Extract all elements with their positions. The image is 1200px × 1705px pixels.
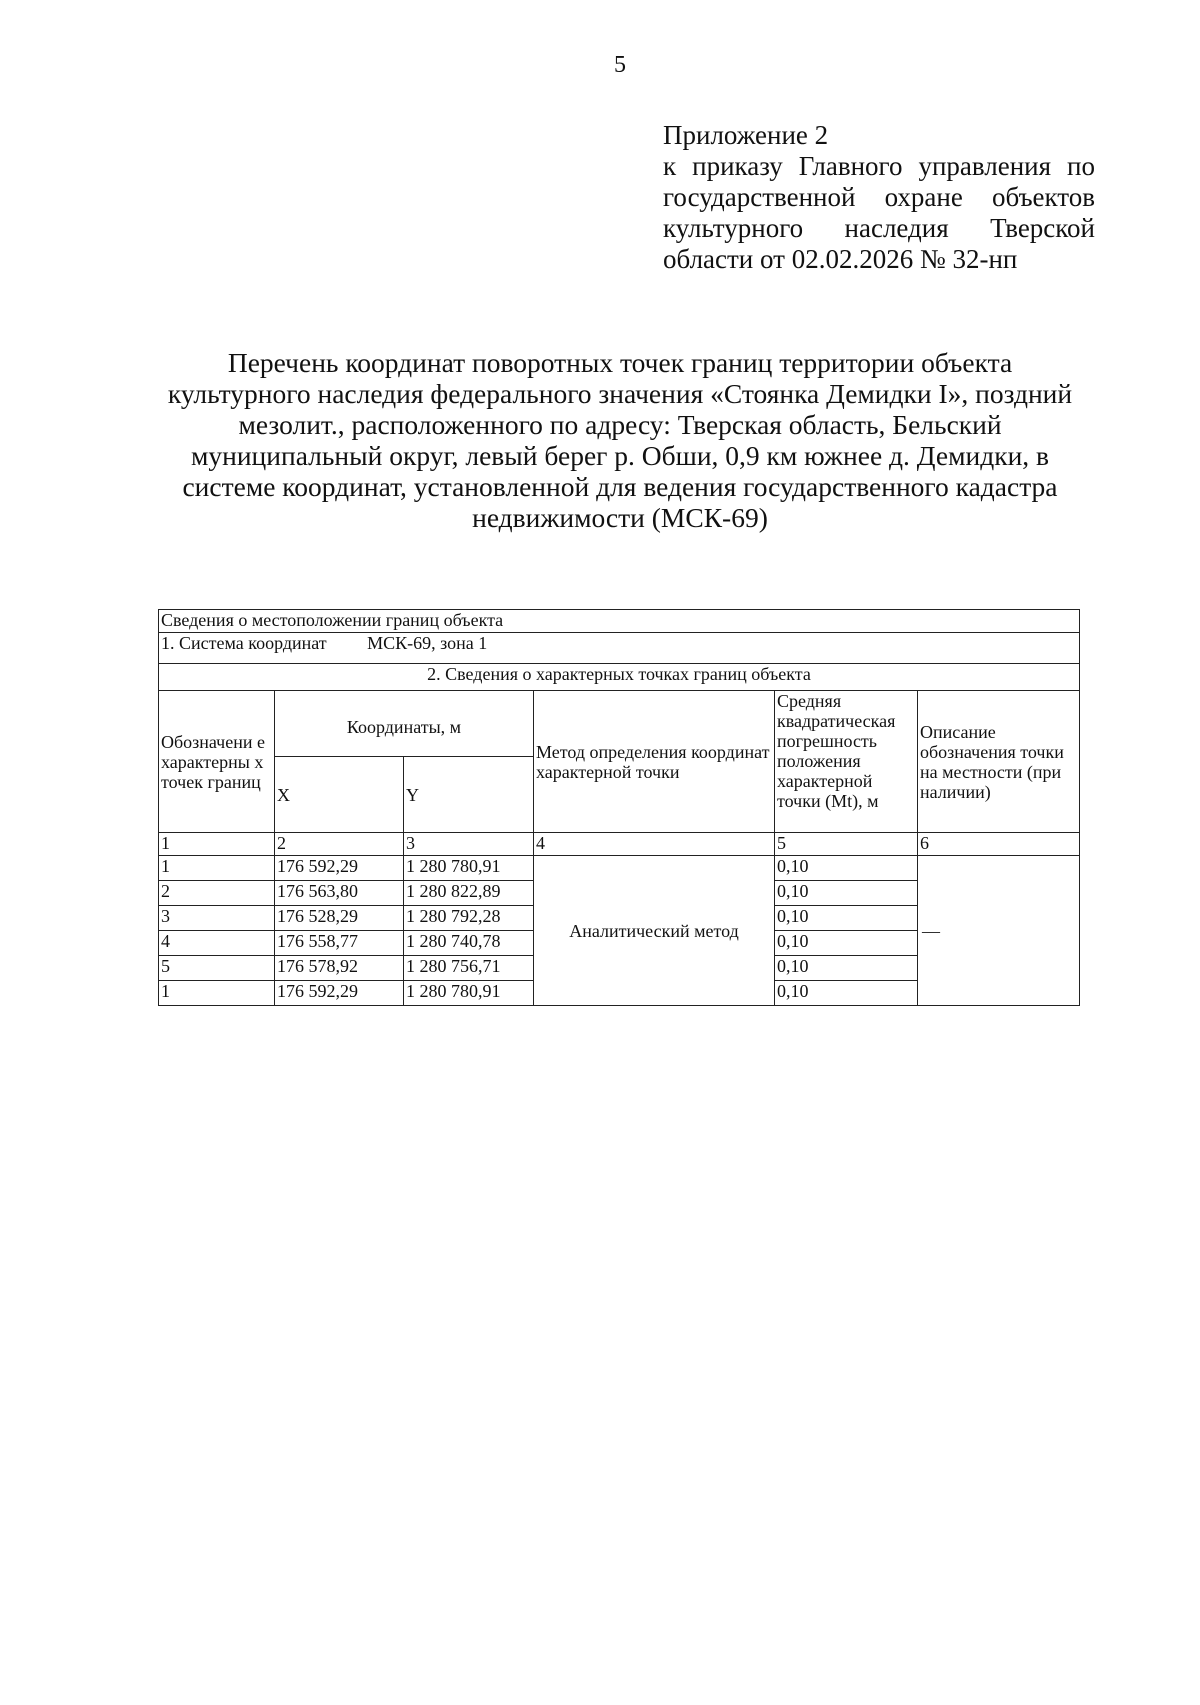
y-cell: 1 280 780,91 bbox=[404, 981, 534, 1006]
appendix-header bbox=[663, 120, 1095, 275]
y-cell: 1 280 780,91 bbox=[404, 856, 534, 881]
title-line: культурного наследия федерального значения «Стоянка Демидки I», поздний bbox=[167, 378, 1073, 409]
point-cell: 3 bbox=[159, 906, 275, 931]
col-y-header: Y bbox=[404, 757, 534, 833]
error-cell: 0,10 bbox=[775, 881, 918, 906]
col-error-header: Средняя квадратическая погрешность положения характерной точки (Mt), м bbox=[775, 691, 918, 833]
description-value: — bbox=[922, 920, 940, 941]
point-cell: 2 bbox=[159, 881, 275, 906]
title-line: Перечень координат поворотных точек границ территории объекта bbox=[227, 347, 1013, 378]
col-coordinates-header: Координаты, м bbox=[275, 691, 534, 757]
col-designation-header: Обозначени е характерны х точек границ bbox=[159, 691, 275, 833]
y-cell: 1 280 822,89 bbox=[404, 881, 534, 906]
table-row bbox=[159, 856, 1080, 881]
info-header: Сведения о местоположении границ объекта bbox=[159, 610, 1080, 633]
column-index: 6 bbox=[918, 833, 1080, 856]
x-cell: 176 563,80 bbox=[275, 881, 404, 906]
col-x-header: X bbox=[275, 757, 404, 833]
title-line: мезолит., расположенного по адресу: Тверская область, Бельский bbox=[238, 409, 1002, 440]
appendix-line: к приказу Главного управления по bbox=[663, 151, 1095, 181]
y-cell: 1 280 740,78 bbox=[404, 931, 534, 956]
column-index: 1 bbox=[159, 833, 275, 856]
method-cell: Аналитический метод bbox=[534, 856, 775, 1006]
coordinate-system-row bbox=[159, 633, 1080, 664]
system-value: МСК-69, зона 1 bbox=[367, 633, 488, 653]
description-cell bbox=[918, 856, 1080, 1006]
y-cell: 1 280 792,28 bbox=[404, 906, 534, 931]
appendix-line: области от 02.02.2026 № 32-нп bbox=[663, 244, 1018, 274]
y-cell: 1 280 756,71 bbox=[404, 956, 534, 981]
column-index: 4 bbox=[534, 833, 775, 856]
error-cell: 0,10 bbox=[775, 906, 918, 931]
point-cell: 5 bbox=[159, 956, 275, 981]
section-header: 2. Сведения о характерных точках границ объекта bbox=[159, 664, 1080, 691]
column-index: 2 bbox=[275, 833, 404, 856]
system-label: 1. Система координат bbox=[161, 633, 327, 653]
x-cell: 176 528,29 bbox=[275, 906, 404, 931]
page-number: 5 bbox=[614, 52, 626, 78]
coordinates-table bbox=[158, 609, 1080, 1006]
error-cell: 0,10 bbox=[775, 981, 918, 1006]
appendix-line: государственной охране объектов bbox=[663, 182, 1095, 212]
error-cell: 0,10 bbox=[775, 931, 918, 956]
x-cell: 176 558,77 bbox=[275, 931, 404, 956]
x-cell: 176 592,29 bbox=[275, 981, 404, 1006]
appendix-line: культурного наследия Тверской bbox=[663, 213, 1095, 243]
error-cell: 0,10 bbox=[775, 856, 918, 881]
column-index: 5 bbox=[775, 833, 918, 856]
appendix-line: Приложение 2 bbox=[663, 120, 829, 150]
point-cell: 4 bbox=[159, 931, 275, 956]
column-index: 3 bbox=[404, 833, 534, 856]
x-cell: 176 578,92 bbox=[275, 956, 404, 981]
title-line: недвижимости (МСК-69) bbox=[472, 502, 768, 533]
x-cell: 176 592,29 bbox=[275, 856, 404, 881]
col-method-header: Метод определения координат характерной точки bbox=[534, 691, 775, 833]
point-cell: 1 bbox=[159, 856, 275, 881]
point-cell: 1 bbox=[159, 981, 275, 1006]
error-cell: 0,10 bbox=[775, 956, 918, 981]
title-line: системе координат, установленной для ведения государственного кадастра bbox=[182, 471, 1058, 502]
document-title bbox=[140, 347, 1100, 533]
title-line: муниципальный округ, левый берег р. Обши, 0,9 км южнее д. Демидки, в bbox=[190, 440, 1050, 471]
col-description-header: Описание обозначения точки на местности (при наличии) bbox=[918, 691, 1080, 833]
